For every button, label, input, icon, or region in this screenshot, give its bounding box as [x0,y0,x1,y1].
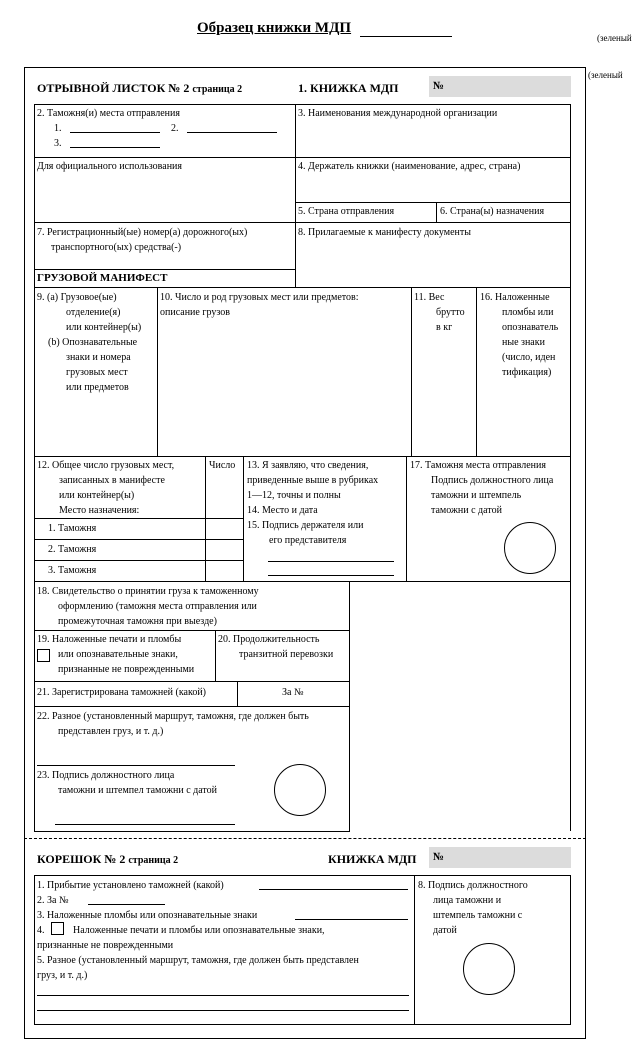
field-9-line: грузовых мест [66,367,128,378]
divider [34,222,571,223]
field-20-line: 20. Продолжительность [218,634,320,645]
voucher-title-main: ОТРЫВНОЙ ЛИСТОК № 2 [37,81,190,95]
declaration-line: 1—12, точны и полны [247,490,341,501]
field-21-label: 21. Зарегистрирована таможней (какой) [37,687,207,698]
divider [436,202,437,222]
field-2-slot-2-label: 2. [171,123,179,134]
field-18-label [37,584,259,629]
cf-item-2-label: 2. За № [37,895,69,906]
perforation-line [24,838,586,839]
color-note-top: (зеленый [597,33,632,43]
field-18-line: оформлению (таможня места отправления или [58,601,257,612]
cf-seals-intact-checkbox[interactable] [51,922,64,935]
destination-customs-2: 2. Таможня [48,544,97,555]
cf-field-8-line: штемпель таможни с [433,910,523,921]
field-2-slot-3-input[interactable] [70,147,160,148]
customs-stamp-circle [274,764,326,816]
field-17-line: Подпись должностного лица [431,475,554,486]
cf-field-8-label [418,878,528,938]
field-12-line: или контейнер(ы) [59,490,135,501]
field-11-line: в кг [436,322,453,333]
cf-item-5-input-line-1[interactable] [37,995,409,996]
counterfoil-carnet-label: КНИЖКА МДП [328,852,417,866]
divider [34,706,349,707]
divider [34,157,571,158]
field-19-label [37,632,194,677]
divider [34,630,349,631]
counterfoil-number-field[interactable] [429,847,571,868]
cf-field-8-line: датой [433,925,457,936]
field-18-line: промежуточная таможня при выезде) [58,616,217,627]
field-5-label: 5. Страна отправления [298,206,395,217]
field-16-line: пломбы или [502,307,554,318]
carnet-label: 1. КНИЖКА МДП [298,81,399,95]
count-header: Число [209,460,236,471]
field-22-label [37,709,309,739]
cf-item-3-label: 3. Наложенные пломбы или опознавательные знаки [37,910,258,921]
officer-signature-line[interactable] [55,824,235,825]
cf-item-5-label: 5. Разное (установленный маршрут, таможня, где должен быть представлен [37,955,359,966]
field-20-label [218,632,333,662]
field-9-line: знаки и номера [66,352,131,363]
holder-signature-label: 15. Подпись держателя или [247,520,364,531]
field-18-line: 18. Свидетельство о принятии груза к таможенному [37,586,259,597]
field-19-line: признанные не поврежденными [58,664,195,675]
field-19-line: или опознавательные знаки, [58,649,178,660]
field-12-line: 12. Общее число грузовых мест, [37,460,175,471]
destination-customs-1: 1. Таможня [48,523,97,534]
cf-item-5-input-line-2[interactable] [37,1010,409,1011]
holder-signature-line-2[interactable] [268,575,394,576]
field-7-label-line2: транспортного(ых) средства(-) [51,242,182,253]
field-23-line: таможни и штемпел таможни с датой [58,785,218,796]
divider [34,269,295,270]
voucher-title [37,81,242,96]
field-2-slot-1-input[interactable] [70,132,160,133]
field-4-label: 4. Держатель книжки (наименование, адрес, страна) [298,161,521,172]
counterfoil-title [37,852,178,867]
cf-item-2-input[interactable] [88,904,165,905]
field-17-label [410,458,553,518]
field-16-line: 16. Наложенные [480,292,550,303]
field-9-line: или контейнер(ы) [66,322,142,333]
field-12-label [37,458,174,518]
field-12-line: Место назначения: [59,505,140,516]
counterfoil-title-page: страница 2 [128,855,179,866]
divider [237,681,238,706]
field-23-label [37,768,217,798]
divider [34,681,349,682]
field-8-label: 8. Прилагаемые к манифесту документы [298,227,471,238]
counterfoil-title-main: КОРЕШОК № 2 [37,852,126,866]
carnet-number-field[interactable] [429,76,571,97]
field-10-label [160,290,359,320]
page-title-text: Образец книжки МДП [197,20,352,36]
divider [406,456,407,581]
field-16-line: тификация) [502,367,552,378]
field-2-slot-3-label: 3. [54,138,62,149]
field-11-label [414,290,465,335]
cf-item-5-label-line2: груз, и т. д.) [37,970,88,981]
field-21-number-label: За № [282,687,304,698]
cf-field-8-line: 8. Подпись должностного [418,880,528,891]
cf-item-1-input[interactable] [259,889,408,890]
divider [406,456,571,457]
divider [157,287,158,456]
manifest-title: ГРУЗОВОЙ МАНИФЕСТ [37,272,168,284]
cf-item-4-label: Наложенные печати и пломбы или опознавательные знаки, [73,925,325,936]
page-title [197,20,452,37]
field-11-line: брутто [436,307,465,318]
field-17-line: 17. Таможня места отправления [410,460,546,471]
cf-field-8-line: лица таможни и [433,895,502,906]
field-17-line: таможни и штемпель [431,490,522,501]
field-2-label: 2. Таможня(и) места отправления [37,108,180,119]
divider [34,287,571,288]
declaration-line: приведенные выше в рубриках [247,475,379,486]
field-9-line: (b) Опознавательные [48,337,138,348]
field-23-line: 23. Подпись должностного лица [37,770,175,781]
number-sign: № [433,851,445,863]
field-16-line: опознаватель [502,322,559,333]
divider [34,581,571,582]
holder-signature-line-1[interactable] [268,561,394,562]
divider [476,287,477,456]
field-13-15-label [247,458,378,548]
field-22-line: представлен груз, и т. д.) [58,726,164,737]
field-10-line: описание грузов [160,307,230,318]
field-2-slot-1-label: 1. [54,123,62,134]
voucher-title-page: страница 2 [192,84,243,95]
divider [414,875,415,1025]
cf-item-4-label-line2: признанные не поврежденными [37,940,174,951]
title-underline [360,36,452,37]
field-11-line: 11. Вес [414,292,445,303]
field-7-label: 7. Регистрационный(ые) номер(а) дорожного(ых) [37,227,248,238]
counterfoil-stamp-circle [463,943,515,995]
seals-intact-checkbox[interactable] [37,649,50,662]
cf-item-3-input[interactable] [295,919,408,920]
field-9-label [37,290,141,395]
field-19-line: 19. Наложенные печати и пломбы [37,634,182,645]
field-10-line: 10. Число и род грузовых мест или предметов: [160,292,359,303]
divider [34,831,350,832]
customs-stamp-circle [504,522,556,574]
field-16-line: (число, иден [502,352,556,363]
field-6-label: 6. Страна(ы) назначения [440,206,545,217]
field-17-line: таможни с датой [431,505,502,516]
field-12-line: записанных в манифесте [59,475,165,486]
place-date-label: 14. Место и дата [247,505,318,516]
color-note-side: (зеленый [588,70,623,80]
field-16-label [480,290,558,380]
holder-signature-label: его представителя [269,535,347,546]
destination-count-3[interactable] [206,561,243,581]
field-3-label: 3. Наименования международной организации [298,108,498,119]
destination-customs-3: 3. Таможня [48,565,97,576]
field-2-slot-2-input[interactable] [187,132,277,133]
divider [243,456,244,581]
divider [411,287,412,456]
divider [295,222,296,288]
declaration-line: 13. Я заявляю, что сведения, [247,460,369,471]
destination-count-1[interactable] [206,519,243,539]
destination-count-2[interactable] [206,540,243,560]
cf-item-1-label: 1. Прибытие установлено таможней (какой) [37,880,224,891]
divider [215,630,216,681]
field-16-line: ные знаки [502,337,545,348]
divider [295,202,571,203]
field-20-line: транзитной перевозки [239,649,334,660]
number-sign: № [433,80,445,92]
cf-item-4-number: 4. [37,925,45,936]
official-use-label: Для официального использования [37,161,183,172]
divider [349,581,350,831]
field-22-input-line[interactable] [37,765,235,766]
field-9-line: отделение(я) [66,307,121,318]
field-9-line: или предметов [66,382,129,393]
field-9-line: 9. (a) Грузовое(ые) [37,292,117,303]
field-22-line: 22. Разное (установленный маршрут, таможня, где должен быть [37,711,309,722]
